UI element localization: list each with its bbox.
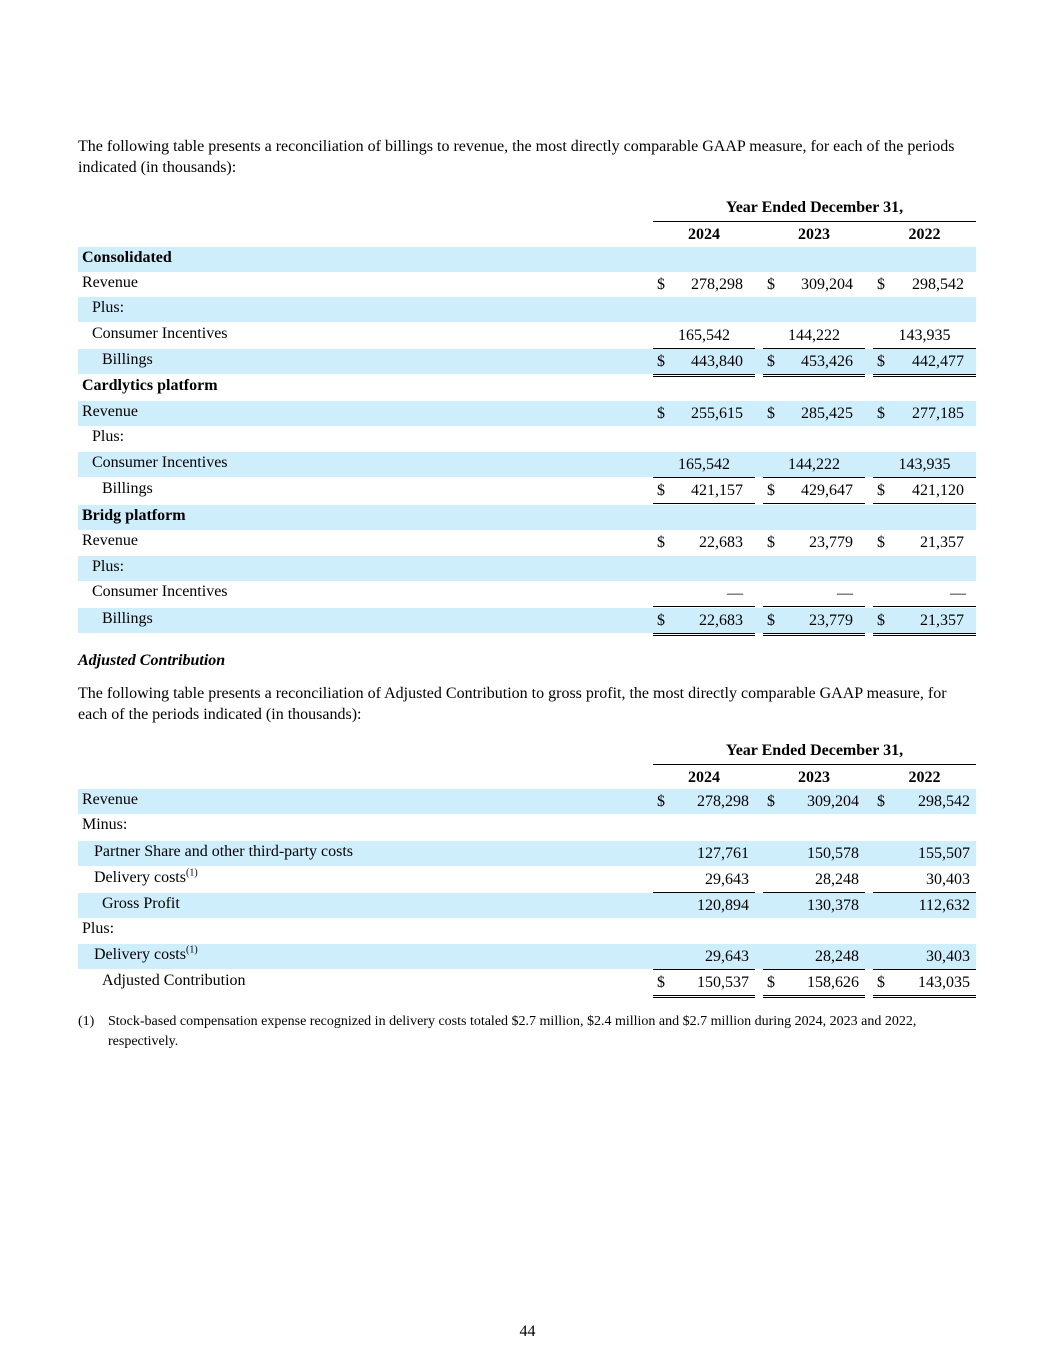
value-cell: 28,248 xyxy=(763,948,865,970)
value-cell: 29,643 xyxy=(653,948,755,970)
table-row xyxy=(78,814,976,839)
value-cell: $ 22,683 xyxy=(657,534,743,551)
value-cell: 29,643 xyxy=(653,871,755,893)
value-cell: $ 453,426 xyxy=(763,353,865,377)
value-cell: 120,894 xyxy=(697,897,749,914)
value-cell: 28,248 xyxy=(763,871,865,893)
section-header-row xyxy=(78,505,976,530)
value-cell: $ 23,779 xyxy=(767,534,853,551)
row-label: Plus: xyxy=(92,299,125,316)
value-cell: 112,632 xyxy=(918,897,970,914)
row-label: Revenue xyxy=(82,274,138,291)
page-number: 44 xyxy=(519,1323,536,1340)
section-title: Cardlytics platform xyxy=(82,377,218,394)
footnote-text: Stock-based compensation expense recognized in delivery costs totaled $2.7 million, $2.4 million and $2.7 million during 2024, 2023 and 2022, respectively. xyxy=(108,1014,917,1049)
row-label: Delivery costs$^{(1)}$ xyxy=(94,944,198,963)
value-cell: 127,761 xyxy=(697,845,749,862)
value-cell: $ 285,425 xyxy=(767,405,853,422)
value-cell: $ 21,357 xyxy=(873,612,976,636)
row-label: Revenue xyxy=(82,532,138,549)
value-cell: $ 442,477 xyxy=(873,353,976,377)
table-row xyxy=(78,867,976,892)
period-header: Year Ended December 31, xyxy=(653,199,976,222)
row-label: Plus: xyxy=(92,428,125,445)
table-row xyxy=(78,556,976,581)
value-cell: — xyxy=(873,585,976,607)
footnote-marker: (1) xyxy=(78,1014,95,1029)
table-row xyxy=(78,581,976,606)
adjusted-contribution-heading: Adjusted Contribution xyxy=(78,652,226,669)
table-row xyxy=(78,349,976,374)
row-label: Billings xyxy=(102,351,153,368)
row-label: Partner Share and other third-party costs xyxy=(94,843,354,860)
value-cell: $ 143,035 xyxy=(873,974,976,998)
value-cell: 165,542 xyxy=(653,327,755,349)
value-cell: $ 22,683 xyxy=(653,612,755,636)
intro-paragraph-billings: The following table presents a reconciliation of billings to revenue, the most directly comparable GAAP measure, for each of the periods indicated (in thousands): xyxy=(78,138,955,176)
value-cell: 144,222 xyxy=(763,327,865,349)
table-row xyxy=(78,401,976,426)
value-cell: 143,935 xyxy=(873,456,976,478)
value-cell: — xyxy=(653,585,755,607)
value-cell: $ 421,120 xyxy=(873,482,976,506)
value-cell: $ 443,840 xyxy=(653,353,755,377)
row-label: Minus: xyxy=(82,816,128,833)
value-cell: 155,507 xyxy=(918,845,970,862)
value-cell: $ 150,537 xyxy=(653,974,755,998)
footnote-ref: (1) xyxy=(185,944,198,956)
year-header-2022: 2022 xyxy=(873,769,976,792)
footnote-ref: (1) xyxy=(185,867,198,879)
value-cell: 30,403 xyxy=(873,948,976,970)
value-cell: $ 277,185 xyxy=(877,405,964,422)
year-header-2024: 2024 xyxy=(653,769,755,792)
value-cell: $ 309,204 xyxy=(767,276,853,293)
row-label: Revenue xyxy=(82,403,138,420)
intro-paragraph-adjusted: The following table presents a reconciliation of Adjusted Contribution to gross profit, the most directly comparable GAAP measure, for each of the periods indicated (in thousands): xyxy=(78,685,947,723)
table-row xyxy=(78,944,976,969)
value-cell: 130,378 xyxy=(807,897,859,914)
table-row xyxy=(78,452,976,477)
value-cell: — xyxy=(763,585,865,607)
value-cell: 150,578 xyxy=(807,845,859,862)
row-label: Plus: xyxy=(92,558,125,575)
value-cell: 165,542 xyxy=(653,456,755,478)
row-label: Billings xyxy=(102,480,153,497)
value-cell: $ 21,357 xyxy=(877,534,964,551)
row-label: Revenue xyxy=(82,791,138,808)
table-row xyxy=(78,893,976,918)
value-cell: $ 23,779 xyxy=(763,612,865,636)
row-label: Consumer Incentives xyxy=(92,325,228,342)
value-cell: 30,403 xyxy=(873,871,976,893)
table-row xyxy=(78,789,976,814)
section-header-row xyxy=(78,375,976,400)
value-cell: $ 298,542 xyxy=(877,793,970,810)
table-row xyxy=(78,478,976,503)
row-label: Adjusted Contribution xyxy=(102,972,246,989)
table-row xyxy=(78,970,976,995)
value-cell: $ 255,615 xyxy=(657,405,743,422)
table-row xyxy=(78,530,976,555)
row-label: Plus: xyxy=(82,920,115,937)
value-cell: $ 429,647 xyxy=(763,482,865,506)
section-title: Consolidated xyxy=(82,249,172,266)
section-header-row xyxy=(78,247,976,272)
row-label: Consumer Incentives xyxy=(92,583,228,600)
year-header-2023: 2023 xyxy=(763,769,865,792)
footnote xyxy=(78,1012,978,1052)
table-row xyxy=(78,918,976,943)
value-cell: $ 278,298 xyxy=(657,793,749,810)
year-header-2024: 2024 xyxy=(653,226,755,249)
value-cell: $ 298,542 xyxy=(877,276,964,293)
section-title: Bridg platform xyxy=(82,507,186,524)
value-cell: $ 309,204 xyxy=(767,793,859,810)
value-cell: $ 278,298 xyxy=(657,276,743,293)
table-row xyxy=(78,426,976,451)
year-header-2023: 2023 xyxy=(763,226,865,249)
table-row xyxy=(78,297,976,322)
row-label: Delivery costs$^{(1)}$ xyxy=(94,867,198,886)
value-cell: $ 158,626 xyxy=(763,974,865,998)
value-cell: $ 421,157 xyxy=(653,482,755,506)
value-cell: 144,222 xyxy=(763,456,865,478)
value-cell: 143,935 xyxy=(873,327,976,349)
table-row xyxy=(78,608,976,633)
year-header-2022: 2022 xyxy=(873,226,976,249)
table-row xyxy=(78,272,976,297)
period-header: Year Ended December 31, xyxy=(653,742,976,765)
row-label: Billings xyxy=(102,610,153,627)
table-row xyxy=(78,841,976,866)
row-label: Gross Profit xyxy=(102,895,180,912)
table-row xyxy=(78,323,976,348)
row-label: Consumer Incentives xyxy=(92,454,228,471)
